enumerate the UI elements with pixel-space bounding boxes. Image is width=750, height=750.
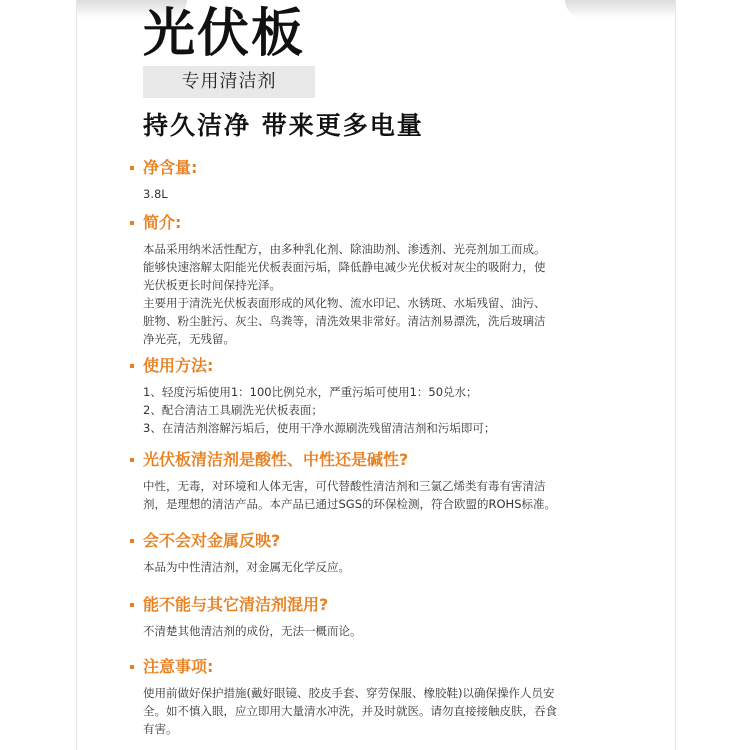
product-subtitle: 专用清洁剂: [143, 66, 315, 98]
bullet-icon: [130, 603, 134, 607]
section-ph: [128, 449, 618, 513]
body-line: 剂，是理想的清洁产品。本产品已通过SGS的环保检测，符合欧盟的ROHS标准。: [143, 497, 556, 511]
section-precautions: [128, 656, 618, 738]
body-line: 不清楚其他清洁剂的成份，无法一概而论。: [143, 624, 362, 638]
body-line: 2、配合清洁工具刷洗光伏板表面；: [143, 403, 323, 417]
product-title: 光伏板: [143, 4, 306, 64]
section-body: [143, 185, 618, 203]
section-heading: 光伏板清洁剂是酸性、中性还是碱性?: [143, 450, 409, 469]
section-body: [143, 477, 618, 513]
body-line: 主要用于清洗光伏板表面形成的风化物、流水印记、水锈斑、水垢残留、油污、: [143, 296, 546, 310]
product-slogan: 持久洁净 带来更多电量: [143, 111, 424, 140]
body-line: 1、轻度污垢使用1：100比例兑水，严重污垢可使用1：50兑水；: [143, 385, 478, 399]
body-line: 本品采用纳米活性配方，由多种乳化剂、除油助剂、渗透剂、光亮剂加工而成。: [143, 242, 546, 256]
page-corner-shadow: [565, 0, 675, 18]
section-body: [143, 558, 618, 576]
section-body: [143, 240, 618, 348]
section-usage: [128, 355, 618, 437]
section-heading: 能不能与其它清洁剂混用?: [143, 595, 329, 614]
body-line: 脏物、粉尘脏污、灰尘、鸟粪等，清洗效果非常好。清洁剂易漂洗，洗后玻璃洁: [143, 314, 546, 328]
section-body: [143, 684, 618, 738]
section-body: [143, 622, 618, 640]
section-heading: 简介:: [143, 213, 182, 232]
section-heading: 注意事项:: [143, 657, 214, 676]
body-line: 光伏板更长时间保持光泽。: [143, 278, 281, 292]
section-heading: 净含量:: [143, 158, 198, 177]
section-mixing: [128, 594, 618, 640]
bullet-icon: [130, 539, 134, 543]
body-line: 净光亮，无残留。: [143, 332, 235, 346]
body-line: 中性，无毒，对环境和人体无害，可代替酸性清洁剂和三氯乙烯类有毒有害清洁: [143, 479, 546, 493]
body-line: 3.8L: [143, 187, 168, 201]
body-line: 有害。: [143, 722, 178, 736]
body-line: 能够快速溶解太阳能光伏板表面污垢，降低静电减少光伏板对灰尘的吸附力，使: [143, 260, 546, 274]
body-line: 使用前做好保护措施(戴好眼镜、胶皮手套、穿劳保服、橡胶鞋)以确保操作人员安: [143, 686, 555, 700]
section-net-content: [128, 157, 618, 203]
section-metal: [128, 530, 618, 576]
body-line: 3、在清洁剂溶解污垢后，使用干净水源刷洗残留清洁剂和污垢即可；: [143, 421, 496, 435]
section-body: [143, 383, 618, 437]
body-line: 全。如不慎入眼，应立即用大量清水冲洗，并及时就医。请勿直接接触皮肤，吞食: [143, 704, 557, 718]
bullet-icon: [130, 221, 134, 225]
section-heading: 使用方法:: [143, 356, 214, 375]
bullet-icon: [130, 166, 134, 170]
bullet-icon: [130, 364, 134, 368]
bullet-icon: [130, 665, 134, 669]
body-line: 本品为中性清洁剂，对金属无化学反应。: [143, 560, 350, 574]
section-heading: 会不会对金属反映?: [143, 531, 281, 550]
bullet-icon: [130, 458, 134, 462]
section-introduction: [128, 212, 618, 348]
